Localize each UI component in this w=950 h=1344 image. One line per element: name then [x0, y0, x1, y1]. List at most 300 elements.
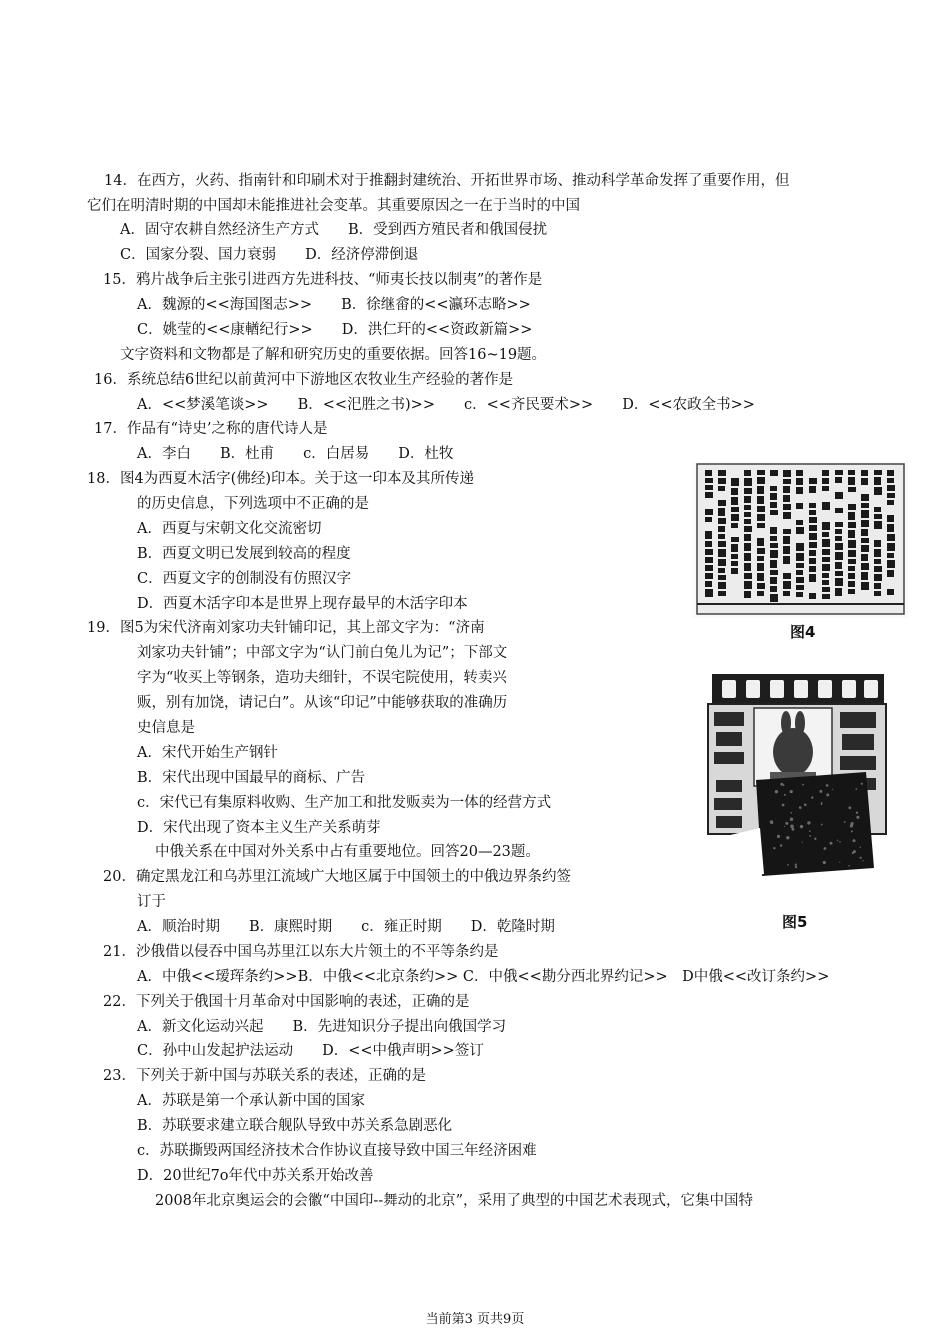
glyph-texture: [848, 530, 855, 538]
glyph-texture: [783, 479, 791, 484]
glyph-texture: [770, 486, 777, 491]
figure-5-needle-shop-seal-image: [690, 668, 890, 905]
glyph-texture: [757, 506, 765, 512]
glyph-texture: [731, 488, 738, 495]
glyph-texture: [744, 519, 751, 524]
seal-speckle: [830, 842, 833, 845]
glyph-texture: [874, 477, 881, 485]
glyph-texture: [783, 512, 791, 519]
glyph-texture: [887, 589, 894, 595]
glyph-texture: [744, 478, 752, 486]
glyph-texture: [731, 523, 738, 528]
glyph-texture: [718, 582, 726, 589]
seal-speckle: [860, 847, 861, 848]
glyph-texture: [861, 538, 869, 543]
q22-options-cd: C．孙中山发起护法运动 D．<<中俄声明>>签订: [137, 1043, 484, 1059]
glyph-texture: [744, 581, 752, 589]
q19-stem-line1: 19．图5为宋代济南刘家功夫针铺印记，其上部文字为：“济南: [87, 620, 485, 636]
q15-options-ab: A．魏源的<<海国图志>> B．徐继畲的<<瀛环志略>>: [137, 297, 531, 313]
q19-option-b: B．宋代出现中国最早的商标、广告: [137, 770, 366, 786]
q18-stem-line1: 18．图4为西夏木活字(佛经)印本。关于这一印本及其所传递: [87, 471, 474, 487]
glyph-texture: [822, 594, 830, 599]
seal-speckle: [851, 822, 854, 825]
glyph-texture: [718, 478, 726, 484]
glyph-texture: [809, 478, 817, 484]
seal-speckle: [832, 789, 833, 790]
glyph-texture: [705, 573, 713, 579]
glyph-texture: [835, 571, 843, 576]
q16-stem: 16．系统总结6世纪以前黄河中下游地区农牧业生产经验的著作是: [94, 372, 514, 388]
glyph-texture: [822, 478, 829, 484]
seal-speckle: [782, 804, 785, 807]
q23-option-a: A．苏联是第一个承认新中国的国家: [137, 1093, 365, 1109]
glyph-texture: [796, 487, 803, 494]
glyph-texture: [822, 522, 830, 530]
glyph-texture: [770, 577, 777, 584]
glyph-texture: [783, 504, 791, 510]
glyph-texture: [705, 492, 713, 498]
seal-speckle: [848, 806, 851, 809]
glyph-texture: [809, 566, 816, 572]
glyph-texture: [809, 486, 816, 493]
glyph-texture: [757, 496, 764, 504]
q19-stem-line2: 刘家功夫针铺”；中部文字为“认门前白兔儿为记”；下部文: [137, 645, 508, 661]
seal-speckle: [775, 790, 778, 793]
glyph-texture: [705, 589, 713, 597]
glyph-texture: [809, 525, 817, 531]
seal-speckle: [839, 841, 841, 843]
glyph-texture: [874, 574, 882, 581]
glyph-texture: [848, 477, 855, 485]
q14-stem-line1: 14．在西方，火药、指南针和印刷术对于推翻封建统治、开拓世界市场、推动科学革命发挥了重要作用，但: [104, 173, 790, 189]
glyph-texture: [861, 545, 869, 552]
glyph-texture: [822, 532, 829, 537]
glyph-texture: [744, 505, 751, 510]
seal-speckle: [802, 842, 803, 843]
figure-4-caption: 图4: [790, 623, 816, 641]
glyph-texture: [887, 553, 894, 558]
glyph-texture: [874, 566, 882, 572]
q21-stem: 21．沙俄借以侵吞中国乌苏里江以东大片领土的不平等条约是: [103, 944, 499, 960]
glyph-texture: [705, 549, 713, 555]
seal-speckle: [861, 783, 863, 785]
seal-speckle: [844, 821, 846, 823]
seal-speckle: [790, 825, 794, 829]
q17-options: A．李白 B．杜甫 c．白居易 D．杜牧: [137, 446, 454, 462]
q22-options-ab: A．新文化运动兴起 B．先进知识分子提出向俄国学习: [137, 1019, 507, 1035]
q20-options: A．顺治时期 B．康熙时期 c．雍正时期 D．乾隆时期: [137, 919, 555, 935]
glyph-texture: [718, 541, 726, 547]
seal-speckle: [792, 828, 795, 831]
glyph-texture: [744, 591, 751, 598]
glyph-texture: [809, 574, 816, 582]
glyph-texture: [731, 561, 738, 566]
glyph-texture: [835, 529, 842, 534]
glyph-texture: [757, 556, 764, 561]
glyph-texture: [757, 477, 765, 484]
glyph-texture: [848, 487, 856, 492]
seal-speckle: [790, 818, 793, 821]
glyph-texture: [809, 550, 816, 556]
glyph-texture: [731, 514, 739, 521]
seal-speckle: [814, 838, 816, 840]
glyph-texture: [718, 534, 725, 539]
glyph-texture: [705, 531, 712, 539]
q19-option-c: c．宋代已有集原料收购、生产加工和批发贩卖为一体的经营方式: [137, 795, 552, 811]
glyph-texture: [744, 488, 752, 494]
glyph-texture: [744, 526, 752, 532]
glyph-texture: [848, 573, 855, 579]
seal-speckle: [802, 784, 804, 786]
seal-speckle: [851, 830, 853, 832]
glyph-texture: [757, 470, 765, 475]
glyph-texture: [744, 470, 751, 476]
glyph-texture: [757, 591, 764, 596]
glyph-texture: [874, 583, 881, 589]
q23-stem: 23．下列关于新中国与苏联关系的表述，正确的是: [103, 1068, 426, 1084]
seal-speckle: [807, 821, 810, 824]
glyph-texture: [796, 543, 804, 551]
glyph-texture: [809, 510, 816, 515]
glyph-texture: [809, 503, 816, 508]
glyph-texture: [809, 517, 817, 523]
glyph-texture: [822, 539, 830, 547]
q14-stem-line2: 它们在明清时期的中国却未能推进社会变革。其重要原因之一在于当时的中国: [87, 198, 580, 214]
seal-speckle: [853, 850, 856, 853]
glyph-texture: [744, 553, 751, 561]
q23-option-b: B．苏联要求建立联合舰队导致中苏关系急剧恶化: [137, 1118, 453, 1134]
glyph-texture: [796, 585, 804, 590]
glyph-texture: [822, 470, 829, 476]
q18-option-a: A．西夏与宋朝文化交流密切: [137, 521, 322, 537]
glyph-texture: [731, 568, 738, 574]
q15-options-cd: C．姚莹的<<康輶纪行>> D．洪仁玕的<<资政新篇>>: [137, 322, 533, 338]
q18-option-b: B．西夏文明已发展到较高的程度: [137, 546, 351, 562]
seal-speckle: [848, 865, 850, 867]
glyph-texture: [848, 522, 856, 528]
seal-speckle: [787, 864, 789, 866]
glyph-texture: [731, 544, 738, 552]
seal-speckle: [821, 824, 823, 826]
seal-speckle: [777, 835, 780, 838]
seal-speckle: [823, 861, 826, 864]
q18-option-d: D．西夏木活字印本是世界上现存最早的木活字印本: [137, 596, 468, 612]
glyph-texture: [848, 512, 855, 520]
glyph-texture: [887, 470, 894, 476]
q15-stem: 15．鸦片战争后主张引进西方先进科技、“师夷长技以制夷”的著作是: [103, 272, 543, 288]
glyph-texture: [705, 517, 712, 522]
glyph-texture: [835, 562, 842, 569]
glyph-texture: [874, 521, 882, 529]
glyph-texture: [861, 554, 868, 561]
glyph-texture: [822, 587, 830, 592]
glyph-texture: [783, 556, 790, 564]
glyph-texture: [770, 594, 778, 602]
glyph-texture: [718, 568, 725, 573]
q22-stem: 22．下列关于俄国十月革命对中国影响的表述，正确的是: [103, 994, 470, 1010]
glyph-texture: [757, 548, 765, 554]
glyph-texture: [796, 592, 803, 597]
glyph-texture: [874, 514, 882, 519]
seal-speckle: [824, 847, 827, 850]
glyph-texture: [861, 529, 868, 536]
glyph-texture: [770, 586, 777, 592]
glyph-texture: [796, 553, 804, 561]
glyph-texture: [783, 536, 790, 544]
glyph-texture: [783, 546, 790, 554]
glyph-texture: [718, 559, 726, 566]
q18-option-c: C．西夏文字的创制没有仿照汉字: [137, 571, 352, 587]
seal-speckle: [811, 796, 813, 798]
glyph-texture: [822, 549, 830, 555]
glyph-texture: [705, 470, 712, 476]
glyph-texture: [874, 549, 881, 557]
closing-paragraph: 2008年北京奥运会的会徽“中国印--舞动的北京”，采用了典型的中国艺术表现式，它集中国特: [155, 1193, 754, 1209]
glyph-texture: [835, 578, 843, 586]
glyph-texture: [744, 563, 751, 571]
glyph-texture: [744, 534, 751, 541]
seal-speckle: [800, 825, 803, 828]
seal-speckle: [804, 804, 807, 807]
glyph-texture: [822, 557, 830, 562]
seal-speckle: [795, 866, 797, 868]
glyph-texture: [835, 492, 843, 499]
glyph-texture: [874, 470, 882, 475]
glyph-texture: [861, 494, 869, 501]
glyph-texture: [705, 557, 713, 563]
seal-speckle: [786, 836, 789, 839]
glyph-texture: [835, 552, 843, 560]
glyph-texture: [822, 573, 829, 578]
q17-stem: 17．作品有“诗史’之称的唐代诗人是: [94, 421, 328, 437]
glyph-texture: [718, 470, 726, 476]
glyph-texture: [718, 591, 726, 596]
glyph-texture: [887, 570, 894, 577]
glyph-texture: [887, 534, 895, 541]
glyph-texture: [783, 573, 791, 579]
page-footer: 当前第3 页共9页: [425, 1312, 525, 1327]
glyph-texture: [822, 580, 829, 585]
glyph-texture: [822, 502, 830, 510]
glyph-texture: [705, 581, 712, 587]
seal-speckle: [785, 822, 788, 825]
seal-speckle: [790, 812, 792, 814]
glyph-texture: [835, 477, 842, 483]
glyph-texture: [770, 470, 778, 476]
glyph-texture: [848, 559, 856, 564]
glyph-texture: [744, 512, 751, 517]
glyph-texture: [744, 543, 751, 551]
q19-option-a: A．宋代开始生产钢针: [137, 745, 278, 761]
q21-options: A．中俄<<瑷珲条约>>B．中俄<<北京条约>> C．中俄<<勘分西北界约记>> D中俄<<改订条约>>: [137, 969, 830, 985]
glyph-texture: [796, 570, 803, 575]
glyph-texture: [718, 518, 726, 524]
intro-20-23: 中俄关系在中国对外关系中占有重要地位。回答20—23题。: [155, 844, 540, 860]
q23-option-c: c．苏联撕毁两国经济技术合作协议直接导致中国三年经济困难: [137, 1143, 537, 1159]
glyph-texture: [705, 509, 713, 515]
seal-speckle: [784, 826, 785, 827]
glyph-texture: [770, 560, 777, 568]
intro-16-19: 文字资料和文物都是了解和研究历史的重要依据。回答16~19题。: [120, 347, 547, 363]
glyph-texture: [744, 496, 751, 503]
glyph-texture: [770, 536, 777, 541]
glyph-texture: [796, 527, 804, 534]
q14-options-ab: A．固守农耕自然经济生产方式 B．受到西方殖民者和俄国侵扰: [120, 222, 548, 238]
q20-stem-line2: 订于: [137, 894, 166, 910]
seal-speckle: [860, 857, 862, 859]
glyph-texture: [887, 478, 894, 483]
seal-speckle: [783, 784, 785, 786]
glyph-texture: [757, 514, 765, 521]
glyph-texture: [770, 510, 778, 515]
glyph-texture: [796, 520, 803, 525]
glyph-texture: [783, 591, 790, 596]
glyph-texture: [783, 486, 790, 493]
seal-speckle: [784, 794, 786, 796]
seal-speckle: [819, 790, 822, 793]
glyph-texture: [809, 593, 816, 599]
glyph-texture: [809, 533, 817, 540]
glyph-texture: [835, 470, 843, 475]
q19-option-d: D．宋代出现了资本主义生产关系萌芽: [137, 820, 381, 836]
glyph-texture: [822, 564, 830, 571]
glyph-texture: [809, 558, 816, 564]
glyph-texture: [731, 507, 739, 512]
glyph-texture: [783, 470, 791, 477]
glyph-texture: [874, 487, 882, 495]
figure-5-caption: 图5: [782, 913, 808, 931]
glyph-texture: [783, 495, 790, 502]
glyph-texture: [796, 470, 803, 476]
glyph-texture: [887, 560, 895, 568]
glyph-texture: [887, 493, 895, 498]
seal-speckle: [770, 820, 773, 823]
glyph-texture: [835, 522, 843, 527]
glyph-texture: [861, 520, 869, 527]
glyph-texture: [757, 486, 764, 494]
glyph-texture: [731, 478, 739, 486]
glyph-texture: [718, 508, 725, 516]
glyph-texture: [796, 503, 803, 509]
glyph-texture: [848, 581, 855, 587]
glyph-texture: [718, 526, 725, 532]
q23-option-d: D．20世纪7o年代中苏关系开始改善: [137, 1168, 374, 1184]
seal-speckle: [809, 835, 811, 837]
glyph-texture: [848, 550, 856, 557]
seal-speckle: [856, 816, 859, 819]
glyph-texture: [705, 485, 713, 490]
glyph-texture: [848, 470, 855, 475]
glyph-texture: [783, 529, 791, 534]
glyph-texture: [731, 497, 738, 505]
glyph-texture: [861, 503, 869, 508]
glyph-texture: [887, 543, 895, 551]
glyph-texture: [835, 536, 842, 541]
glyph-texture: [861, 510, 869, 518]
glyph-texture: [835, 508, 843, 513]
glyph-texture: [887, 524, 894, 532]
glyph-texture: [731, 537, 739, 542]
glyph-texture: [770, 502, 777, 508]
glyph-texture: [757, 523, 765, 528]
glyph-texture: [770, 543, 778, 548]
glyph-texture: [874, 591, 881, 596]
seal-speckle: [826, 784, 829, 787]
figure-4-xixia-print-image: [693, 462, 908, 618]
glyph-texture: [770, 493, 777, 500]
glyph-texture: [835, 543, 843, 550]
glyph-texture: [744, 573, 752, 579]
glyph-texture: [887, 515, 894, 522]
glyph-texture: [848, 589, 855, 594]
glyph-texture: [757, 583, 765, 589]
seal-speckle: [795, 864, 797, 866]
glyph-texture: [887, 500, 894, 505]
glyph-texture: [874, 507, 881, 512]
glyph-texture: [705, 478, 713, 483]
q20-stem-line1: 20．确定黑龙江和乌苏里江流域广大地区属于中国领土的中俄边界条约签: [103, 869, 571, 885]
glyph-texture: [796, 563, 804, 568]
seal-speckle: [809, 830, 811, 832]
glyph-texture: [848, 540, 856, 548]
seal-speckle: [837, 840, 838, 841]
seal-speckle: [856, 812, 858, 814]
seal-speckle: [821, 803, 823, 805]
glyph-texture: [848, 566, 855, 571]
glyph-texture: [822, 486, 829, 491]
glyph-texture: [861, 582, 869, 590]
glyph-texture: [861, 478, 868, 485]
glyph-texture: [770, 527, 777, 534]
glyph-texture: [796, 577, 804, 583]
glyph-texture: [861, 563, 869, 570]
glyph-texture: [757, 563, 764, 571]
seal-speckle: [780, 844, 782, 846]
glyph-texture: [796, 478, 803, 485]
q19-stem-line5: 史信息是: [137, 720, 195, 736]
seal-speckle: [826, 793, 829, 796]
glyph-texture: [731, 554, 738, 559]
glyph-texture: [861, 470, 868, 476]
glyph-texture: [757, 538, 764, 546]
glyph-texture: [861, 572, 868, 580]
seal-speckle: [853, 839, 856, 842]
glyph-texture: [783, 581, 791, 589]
seal-speckle: [855, 788, 857, 790]
q19-stem-line3: 字为“收买上等钢条，造功夫细针，不误宅院使用，转卖兴: [137, 670, 507, 686]
glyph-texture: [718, 500, 726, 506]
glyph-texture: [757, 573, 764, 581]
glyph-texture: [705, 541, 712, 547]
glyph-texture: [874, 540, 881, 547]
glyph-texture: [874, 559, 881, 564]
q19-stem-line4: 贩，别有加饶，请记白”。从该“印记”中能够获取的准确历: [137, 695, 508, 711]
seal-speckle: [862, 860, 863, 861]
q14-options-cd: C．国家分裂、国力衰弱 D．经济停滞倒退: [120, 247, 419, 263]
seal-speckle: [839, 862, 840, 863]
q18-stem-line2: 的历史信息，下列选项中不正确的是: [137, 496, 369, 512]
seal-speckle: [799, 806, 802, 809]
glyph-texture: [809, 542, 817, 548]
glyph-texture: [705, 565, 713, 571]
glyph-texture: [718, 486, 725, 491]
q16-options: A．<<梦溪笔谈>> B．<<汜胜之书)>> c．<<齐民要术>> D．<<农政全书>>: [137, 397, 755, 413]
seal-speckle: [790, 790, 793, 793]
glyph-texture: [718, 575, 726, 580]
glyph-texture: [770, 570, 778, 575]
glyph-texture: [887, 485, 895, 491]
glyph-texture: [770, 550, 778, 558]
